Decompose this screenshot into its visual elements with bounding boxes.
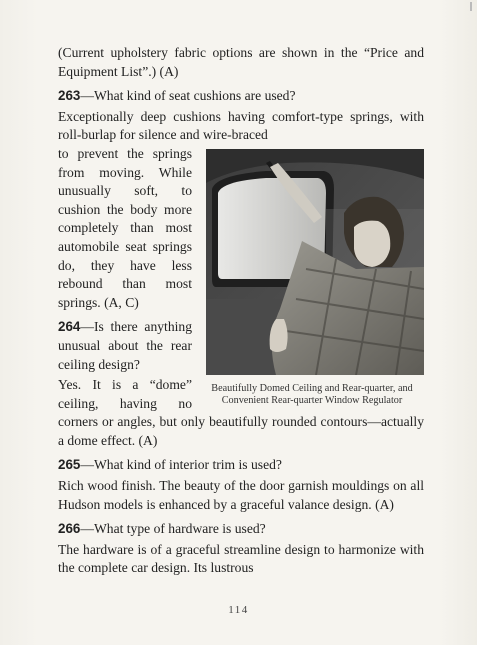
figure — [200, 145, 424, 408]
page-body — [58, 44, 424, 578]
question-text: —Is there anything unusual about the rear ceiling design? — [58, 319, 192, 372]
question-number: 266 — [58, 521, 81, 537]
question-263 — [58, 87, 424, 106]
answer-265: Rich wood finish. The beauty of the door garnish mouldings on all Hudson models is enhanced by a graceful valance design. (A) — [58, 478, 424, 512]
question-number: 265 — [58, 457, 81, 473]
answer-264: Yes. It is a “dome” ceiling, having no corners or angles, but only beautifully rounded contours—actually a dome effect. (A) — [58, 377, 424, 448]
answer-263-continued: to prevent the springs from moving. While unusually soft, to cushion the body more completely than most automobile seat springs do, they have less rebound than most springs. (A, C) — [58, 145, 192, 310]
answer-263-lead: Exceptionally deep cushions having comfort-type springs, with roll-burlap for silence and wire-braced — [58, 108, 424, 143]
question-number: 264 — [58, 319, 81, 335]
question-number: 263 — [58, 88, 81, 104]
question-text: —What type of hardware is used? — [80, 521, 266, 537]
page-number: 114 — [228, 604, 249, 616]
intro-paragraph: (Current upholstery fabric options are shown in the “Price and Equipment List”.) (A) — [58, 45, 424, 79]
figure-caption: Beautifully Domed Ceiling and Rear-quarter, and Convenient Rear-quarter Window Regulator — [211, 382, 413, 407]
question-text: —What kind of interior trim is used? — [80, 457, 282, 473]
question-text: —What kind of seat cushions are used? — [80, 88, 296, 104]
question-266 — [58, 520, 424, 539]
question-265 — [58, 456, 424, 475]
page-edge-mark — [470, 2, 472, 11]
car-interior-photo — [206, 149, 424, 375]
answer-266: The hardware is of a graceful streamline design to harmonize with the complete car design. Its lustrous — [58, 541, 424, 576]
